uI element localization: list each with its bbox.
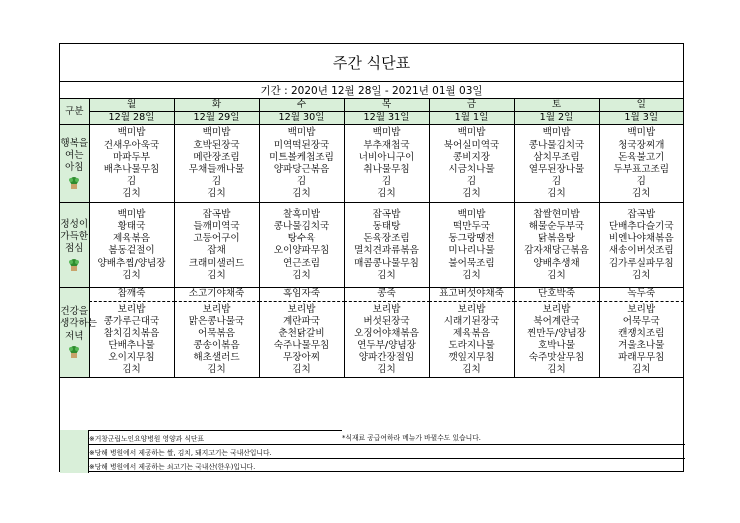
- menu-item: 김치: [292, 269, 311, 281]
- menu-item: 김: [381, 176, 392, 188]
- menu-item: 삼치무조림: [533, 151, 580, 163]
- note-text: ※거창군립노인요양병원 영양과 식단표: [89, 434, 205, 443]
- day-date: 12월 28일: [89, 112, 174, 125]
- menu-item: 호박나물: [537, 340, 576, 352]
- notice-text: *식재료 공급여하라 메뉴가 바뀔수도 있습니다.: [342, 434, 481, 442]
- menu-item: 김치: [462, 364, 481, 376]
- menu-item: 백미밥: [287, 127, 316, 139]
- menu-item: 무채들깨나물: [188, 163, 245, 175]
- note-text: ※당해 병원에서 제공하는 쇠고기는 국내산(한우)입니다.: [89, 462, 256, 471]
- menu-item: 김: [466, 176, 477, 188]
- potted-plant-icon: [67, 176, 81, 190]
- meal-label-line: 가득한: [60, 231, 89, 243]
- menu-cell: [599, 125, 683, 203]
- menu-item: 보리밥: [627, 303, 656, 315]
- menu-cell: [429, 288, 514, 377]
- menu-item: 백미밥: [542, 127, 571, 139]
- menu-item: 보리밥: [202, 303, 231, 315]
- meal-label-line: 여는: [64, 149, 84, 161]
- menu-item: 북어실미역국: [443, 139, 500, 151]
- menu-item: 김치: [122, 269, 141, 281]
- menu-cell: [174, 203, 259, 288]
- menu-table: [60, 99, 683, 378]
- day-date: 1월 2일: [514, 112, 599, 125]
- menu-item: 매콤콩나물무침: [354, 257, 419, 269]
- menu-item: 새송이버섯조림: [608, 245, 674, 257]
- menu-item: 불어묵조림: [448, 257, 495, 269]
- meal-label: [60, 288, 98, 377]
- menu-item: 김치: [207, 269, 226, 281]
- notes-label-cell: [60, 430, 89, 473]
- menu-item: 콩나물김치국: [273, 221, 330, 232]
- menu-item: 춘천닭갈비: [278, 327, 325, 339]
- menu-item: 어묵볶음: [197, 327, 236, 339]
- menu-item: 찹쌀현미밥: [533, 208, 580, 220]
- menu-cell: [599, 288, 683, 377]
- meal-label: [60, 203, 89, 288]
- menu-item: 동태탕: [372, 221, 401, 232]
- menu-item: 제육볶음: [452, 327, 491, 339]
- day-name: 목: [344, 99, 429, 112]
- menu-item: 해초샐러드: [193, 352, 240, 364]
- menu-item: 취나물무침: [363, 163, 410, 175]
- menu-item: 숙주나물무침: [273, 340, 330, 352]
- menu-item: 고등어구이: [193, 233, 240, 245]
- meal-label-line: 건강을: [60, 306, 89, 318]
- menu-cell: [174, 288, 259, 377]
- menu-item: 김치: [122, 188, 141, 200]
- menu-item: 보리밥: [542, 303, 571, 315]
- menu-item: 김치: [462, 269, 481, 281]
- menu-item: 건새우아욱국: [103, 139, 160, 151]
- potted-plant-icon: [67, 258, 81, 272]
- day-date: 12월 29일: [174, 112, 259, 125]
- lunch-row: [60, 203, 683, 288]
- porridge-item: 단호박죽: [514, 288, 600, 301]
- menu-item: 버섯된장국: [363, 315, 410, 327]
- menu-item: 김치: [377, 364, 396, 376]
- menu-item: 잡채: [207, 245, 226, 257]
- day-date: 1월 3일: [599, 112, 683, 125]
- menu-item: 양배추찜/양념장: [97, 257, 166, 269]
- breakfast-row: [60, 125, 683, 203]
- note-line: [89, 444, 685, 458]
- menu-item: 오이양파무침: [273, 245, 330, 257]
- menu-cell: [514, 203, 599, 288]
- menu-item: 김: [126, 176, 137, 188]
- menu-item: 김치: [377, 188, 396, 200]
- menu-item: 콩송이볶음: [193, 340, 240, 352]
- note-line: [89, 458, 685, 472]
- menu-item: 크래미샐러드: [188, 257, 245, 269]
- meal-label-line: 생각하는: [60, 318, 98, 330]
- day-name: 수: [259, 99, 344, 112]
- menu-item: 김가루실파무침: [608, 257, 674, 269]
- menu-item: 겨울초나물: [618, 340, 665, 352]
- menu-item: 김: [636, 176, 646, 188]
- menu-item: 제육볶음: [112, 233, 151, 245]
- period-text: 기간 : 2020년 12월 28일 - 2021년 01월 03일: [60, 82, 683, 99]
- menu-item: 동그랑땡전: [448, 233, 495, 245]
- day-name: 월: [89, 99, 174, 112]
- meal-label-line: 행복을: [60, 137, 89, 149]
- note-line: [89, 430, 342, 444]
- menu-item: 메란장조림: [193, 151, 240, 163]
- meal-label-line: 저녁: [64, 330, 84, 342]
- day-date: 12월 31일: [344, 112, 429, 125]
- menu-item: 단배추나물: [108, 340, 155, 352]
- menu-cell: [259, 203, 344, 288]
- menu-cell: [429, 125, 514, 203]
- menu-item: 미나리나물: [448, 245, 495, 257]
- menu-item: 김: [296, 176, 307, 188]
- menu-item: 김치: [292, 188, 311, 200]
- menu-item: 백미밥: [372, 127, 401, 139]
- porridge-item: 표고버섯야채죽: [429, 288, 515, 301]
- menu-item: 김치: [631, 188, 651, 200]
- menu-cell: [429, 203, 514, 288]
- day-name: 화: [174, 99, 259, 112]
- meal-label-line: 아침: [64, 161, 84, 173]
- menu-item: 김: [211, 176, 222, 188]
- menu-item: 김치: [292, 364, 311, 376]
- menu-item: 오징어야채볶음: [354, 327, 419, 339]
- menu-item: 연근조림: [282, 257, 321, 269]
- menu-item: 연두부/양념장: [357, 340, 416, 352]
- menu-item: 돈육장조림: [363, 233, 410, 245]
- menu-item: 오이지무침: [108, 352, 155, 364]
- menu-cell: [514, 125, 599, 203]
- menu-cell: [89, 125, 174, 203]
- porridge-item: 참깨죽: [89, 288, 175, 301]
- menu-item: 도라지나물: [448, 340, 495, 352]
- menu-item: 두부표고조림: [613, 163, 670, 175]
- menu-cell: [89, 203, 174, 288]
- menu-item: 파래무무침: [618, 352, 665, 364]
- menu-item: 배추나물무침: [103, 163, 160, 175]
- menu-item: 미역떡된장국: [273, 139, 330, 151]
- menu-sheet: [59, 43, 684, 472]
- menu-item: 김치: [631, 364, 651, 376]
- porridge-item: 녹두죽: [599, 288, 685, 301]
- menu-cell: [514, 288, 599, 377]
- menu-item: 김: [551, 176, 562, 188]
- menu-item: 맑은콩나물국: [188, 315, 245, 327]
- menu-item: 양배추생채: [533, 257, 580, 269]
- menu-item: 황태국: [117, 221, 146, 232]
- menu-item: 잡곡밥: [372, 208, 401, 220]
- meal-label-line: 정성이: [60, 219, 89, 231]
- menu-item: 잡곡밥: [627, 208, 656, 220]
- menu-item: 미트볼케첩조림: [269, 151, 334, 163]
- menu-item: 마파두부: [112, 151, 151, 163]
- day-header-row: [60, 99, 683, 112]
- menu-item: 콩나물김치국: [528, 139, 585, 151]
- menu-item: 떡만두국: [452, 221, 491, 232]
- menu-item: 감자채당근볶음: [524, 245, 589, 257]
- menu-item: 콩비지장: [452, 151, 491, 163]
- menu-item: 김치: [631, 269, 651, 281]
- gubun-label: 구분: [60, 99, 89, 125]
- menu-item: 백미밥: [457, 127, 486, 139]
- menu-item: 백미밥: [457, 208, 486, 220]
- menu-item: 깻잎지무침: [448, 352, 495, 364]
- menu-item: 김치: [207, 188, 226, 200]
- menu-item: 백미밥: [117, 208, 146, 220]
- menu-item: 멸치견과류볶음: [354, 245, 419, 257]
- dinner-row: [60, 288, 683, 377]
- menu-item: 들깨미역국: [193, 221, 240, 232]
- menu-item: 보리밥: [457, 303, 486, 315]
- menu-item: 북어계란국: [533, 315, 580, 327]
- menu-item: 찐만두/양념장: [527, 327, 586, 339]
- menu-item: 양파당근볶음: [273, 163, 330, 175]
- menu-item: 김치: [462, 188, 481, 200]
- menu-item: 보리밥: [287, 303, 316, 315]
- menu-item: 시금치나물: [448, 163, 495, 175]
- menu-cell: [89, 288, 174, 377]
- porridge-item: 소고기야채죽: [174, 288, 260, 301]
- day-name: 일: [599, 99, 683, 112]
- menu-item: 김치: [547, 364, 566, 376]
- note-text: ※당해 병원에서 제공하는 쌀, 김치, 돼지고기는 국내산입니다.: [89, 448, 272, 457]
- date-header-row: [60, 112, 683, 125]
- menu-item: 탕수육: [287, 233, 316, 245]
- menu-item: 보리밥: [372, 303, 401, 315]
- menu-item: 해물순두부국: [528, 221, 585, 232]
- menu-item: 봄동겉절이: [108, 245, 155, 257]
- menu-item: 백미밥: [117, 127, 146, 139]
- menu-cell: [344, 203, 429, 288]
- menu-item: 시래기된장국: [443, 315, 500, 327]
- menu-item: 닭볶음탕: [537, 233, 576, 245]
- menu-item: 단배추다슬기국: [608, 221, 674, 232]
- page-title: 주간 식단표: [60, 44, 683, 82]
- menu-cell: [259, 288, 344, 377]
- menu-item: 부추재첩국: [363, 139, 410, 151]
- menu-item: 김치: [547, 188, 566, 200]
- menu-item: 열무된장나물: [528, 163, 585, 175]
- menu-item: 숙주맛살무침: [528, 352, 585, 364]
- menu-item: 백미밥: [202, 127, 231, 139]
- menu-item: 어묵무국: [622, 315, 660, 327]
- menu-cell: [174, 125, 259, 203]
- menu-item: 김치: [122, 364, 141, 376]
- potted-plant-icon: [67, 345, 81, 359]
- meal-label: [60, 125, 89, 203]
- porridge-item: 콩죽: [344, 288, 430, 301]
- meal-label-line: 점심: [64, 243, 84, 255]
- day-name: 토: [514, 99, 599, 112]
- menu-item: 비엔나야채볶음: [608, 233, 674, 245]
- menu-item: 콩가루근대국: [103, 315, 160, 327]
- menu-item: 호박된장국: [193, 139, 240, 151]
- porridge-item: 흑임자죽: [259, 288, 345, 301]
- day-date: 1월 1일: [429, 112, 514, 125]
- menu-cell: [599, 203, 683, 288]
- menu-item: 보리밥: [117, 303, 146, 315]
- day-name: 금: [429, 99, 514, 112]
- menu-item: 잡곡밥: [202, 208, 231, 220]
- menu-item: 캔쟁치조림: [618, 327, 665, 339]
- menu-item: 양파간장절임: [358, 352, 415, 364]
- menu-item: 청국장찌개: [618, 139, 665, 151]
- menu-cell: [259, 125, 344, 203]
- menu-item: 찰흑미밥: [282, 208, 321, 220]
- menu-item: 무장아찌: [282, 352, 321, 364]
- notes-area: [60, 430, 683, 473]
- day-date: 12월 30일: [259, 112, 344, 125]
- menu-item: 김치: [207, 364, 226, 376]
- menu-item: 백미밥: [627, 127, 656, 139]
- menu-item: 참치김치볶음: [103, 327, 160, 339]
- menu-cell: [344, 125, 429, 203]
- menu-item: 계란파국: [282, 315, 321, 327]
- menu-item: 김치: [547, 269, 566, 281]
- menu-item: 김치: [377, 269, 396, 281]
- menu-cell: [344, 288, 429, 377]
- menu-item: 너비아니구이: [358, 151, 415, 163]
- menu-item: 돈육불고기: [618, 151, 665, 163]
